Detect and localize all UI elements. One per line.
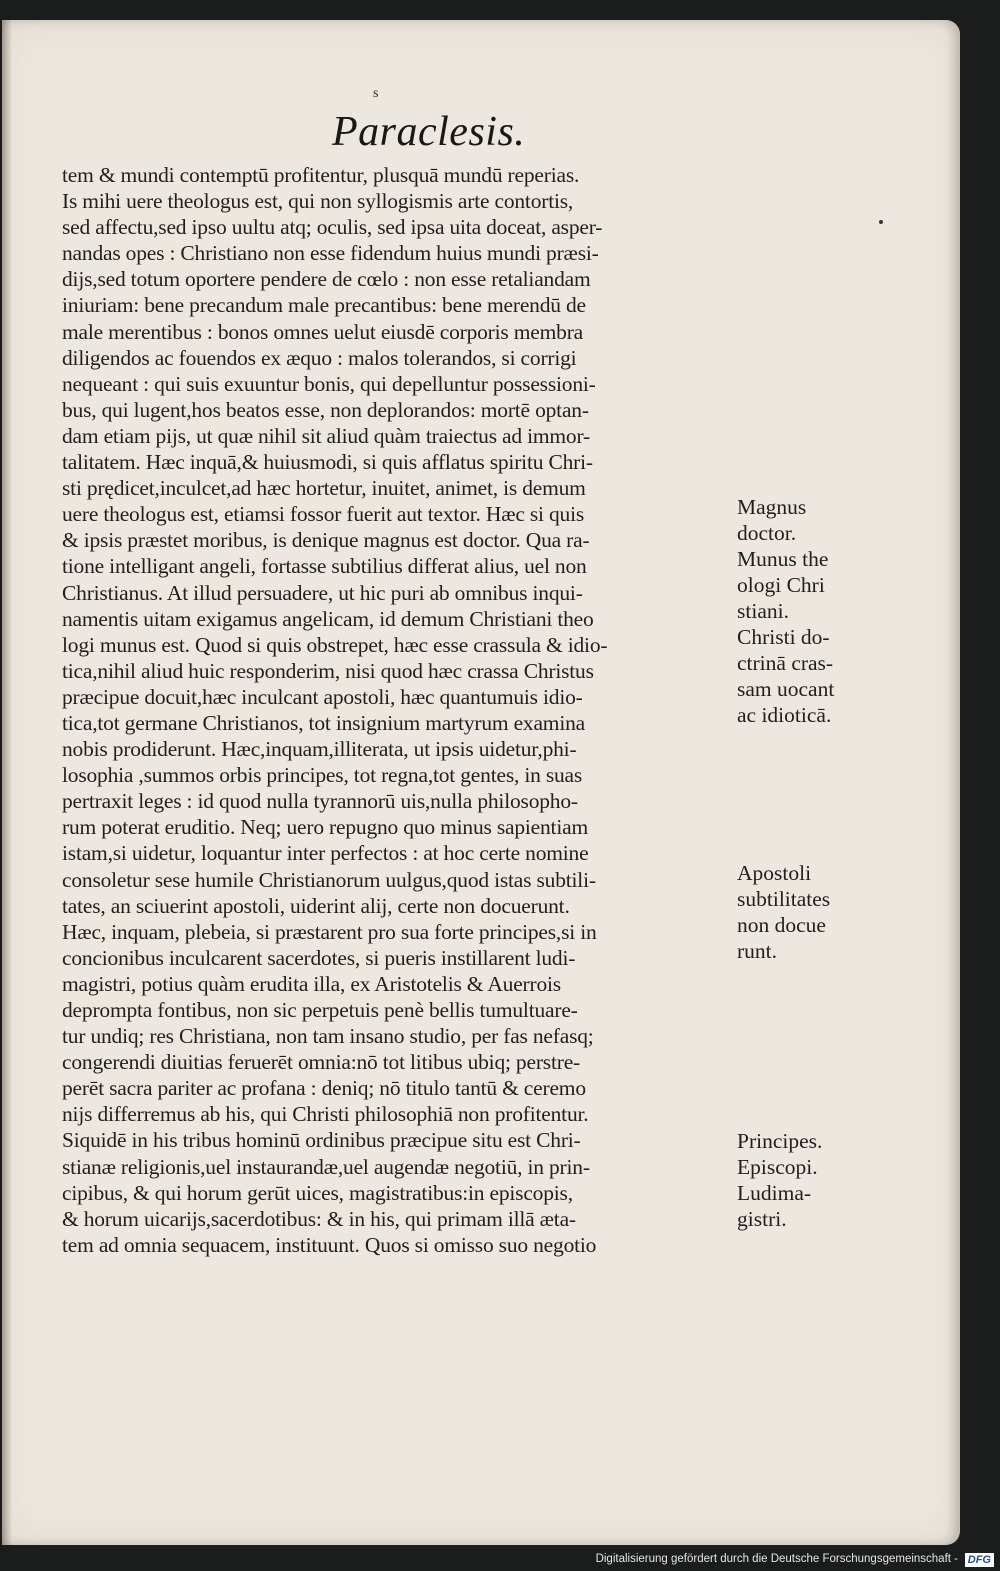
running-title: Paraclesis. [332,109,526,155]
marginal-line: doctor. [737,521,797,545]
text-line: tem & mundi contemptū profitentur, plusquā mundū reperias. [62,163,580,187]
marginal-line: Christi do- [737,625,830,649]
body-text [62,162,732,1258]
dfg-logo: DFG [965,1553,994,1567]
signature-mark: s [373,86,379,101]
text-line: nobis prodiderunt. Hæc,inquam,illiterata, ut ipsis uidetur,phi- [62,737,577,762]
marginal-note-magnus-doctor [737,494,834,728]
text-line: & horum uicarijs,sacerdotibus: & in his, qui primam illā æta- [62,1206,576,1231]
text-line: pertraxit leges : id quod nulla tyrannorū uis,nulla philosopho- [62,789,578,814]
marginal-line: ac idioticā. [737,703,832,727]
text-line: stianæ religionis,uel instaurandæ,uel augendæ negotiū, in prin- [62,1154,590,1179]
text-line: tem ad omnia sequacem, instituunt. Quos si omisso suo negotio [62,1232,597,1257]
marginal-line: stiani. [737,599,789,623]
text-line: sed affectu,sed ipso uultu atq; oculis, sed ipsa uita doceat, asper- [62,215,603,240]
marginal-note-principes [737,1128,822,1232]
text-line: tica,tot germane Christianos, tot insignium martyrum examina [62,710,586,735]
text-line: istam,si uidetur, loquantur inter perfectos : at hoc certe nomine [62,841,589,866]
text-line: dijs,sed totum oportere pendere de cœlo : non esse retaliandam [62,267,591,292]
footer-credit: Digitalisierung gefördert durch die Deutsche Forschungsgemeinschaft - [595,1553,958,1565]
text-line: diligendos ac fouendos ex æquo : malos tolerandos, si corrigi [62,345,577,370]
marginal-line: ctrinā cras- [737,651,834,675]
marginal-line: ologi Chri [737,573,825,597]
text-line: bus, qui lugent,hos beatos esse, non deplorandos: mortē optan- [62,397,589,422]
text-line: perēt sacra pariter ac profana : deniq; nō titulo tantū & ceremo [62,1076,586,1101]
text-line: male merentibus : bonos omnes uelut eiusdē corporis membra [62,319,583,344]
marginal-line: gistri. [737,1207,787,1231]
marginal-line: subtilitates [737,887,831,911]
page-gutter-shadow [2,20,12,1545]
text-line: dam etiam pijs, ut quæ nihil sit aliud quàm traiectus ad immor- [62,423,590,448]
text-line: nequeant : qui suis exuuntur bonis, qui depelluntur possessioni- [62,371,596,396]
text-line: Hæc, inquam, plebeia, si præstarent pro sua forte principes,si in [62,919,597,944]
text-line: losophia ,summos orbis principes, tot regna,tot gentes, in suas [62,763,583,788]
text-line: magistri, potius quàm erudita illa, ex Aristotelis & Auerrois [62,971,561,996]
marginal-line: Ludima- [737,1181,812,1205]
text-line: tur undiq; res Christiana, non tam insano studio, per fas nefasq; [62,1024,594,1049]
text-line: Is mihi uere theologus est, qui non syllogismis arte contortis, [62,189,574,214]
text-line: talitatem. Hæc inquā,& huiusmodi, si quis afflatus spiritu Chri- [62,450,593,475]
marginal-line: Munus the [737,547,829,571]
text-line: cipibus, & qui horum gerūt uices, magistratibus:in episcopis, [62,1180,573,1205]
text-line: Christianus. At illud persuadere, ut hic puri ab omnibus inqui- [62,580,583,605]
text-line: concionibus inculcarent sacerdotes, si pueris instillarent ludi- [62,945,576,970]
marginal-line: runt. [737,939,778,963]
marginal-note-apostoli [737,860,830,964]
text-line: tica,nihil aliud huic responderim, nisi quod hæc crassa Christus [62,658,594,683]
text-line: iniuriam: bene precandum male precantibus: bene merendū de [62,293,586,318]
text-line: nandas opes : Christiano non esse fidendum huius mundi præsi- [62,241,599,266]
text-line: deprompta fontibus, non sic perpetuis penè bellis tumultuare- [62,998,578,1022]
ink-speck [879,220,883,224]
text-line: congerendi diuitias feruerēt omnia:nō tot litibus ubiq; perstre- [62,1050,580,1075]
text-line: consoletur sese humile Christianorum uulgus,quod istas subtili- [62,867,596,892]
text-line: logi munus est. Quod si quis obstrepet, hæc esse crassula & idio- [62,632,608,657]
marginal-line: sam uocant [737,677,835,701]
text-line: rum poterat eruditio. Neq; uero repugno quo minus sapientiam [62,815,588,840]
text-line: namentis uitam exigamus angelicam, id demum Christiani theo [62,606,594,631]
text-line: præcipue docuit,hæc inculcant apostoli, hæc quantumuis idio- [62,684,583,709]
text-line: tione intelligant angeli, fortasse subtilius differat alius, uel non [62,554,587,579]
text-line: tates, an sciuerint apostoli, uiderint alij, certe non docuerunt. [62,893,570,918]
marginal-line: Principes. [737,1129,823,1153]
text-line: sti prędicet,inculcet,ad hæc hortetur, inuitet, animet, is demum [62,476,586,501]
text-line: uere theologus est, etiamsi fossor fuerit aut textor. Hæc si quis [62,502,585,527]
marginal-line: Episcopi. [737,1155,818,1179]
text-line: & ipsis præstet moribus, is denique magnus est doctor. Qua ra- [62,528,590,553]
marginal-line: Apostoli [737,861,812,885]
text-line: nijs differremus ab his, qui Christi philosophiā non profitentur. [62,1102,589,1127]
marginal-line: Magnus [737,495,807,519]
text-line: Siquidē in his tribus hominū ordinibus præcipue situ est Chri- [62,1128,581,1153]
marginal-line: non docue [737,913,826,937]
